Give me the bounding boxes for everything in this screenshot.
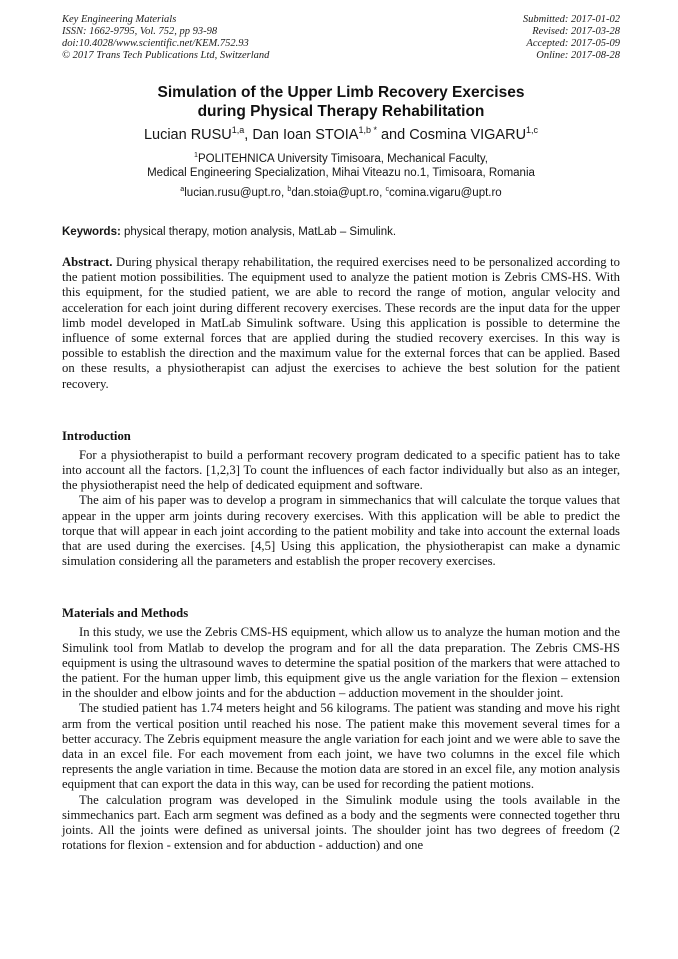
affiliation-line2: Medical Engineering Specialization, Mihai Viteazu no.1, Timisoara, Romania — [147, 166, 535, 179]
keywords-line — [62, 226, 620, 238]
abstract-label: Abstract. — [62, 255, 113, 269]
author-emails — [62, 187, 620, 199]
author-name: Cosmina VIGARU — [409, 127, 527, 143]
journal-header — [62, 14, 620, 62]
author-name: Dan Ioan STOIA — [252, 127, 359, 143]
journal-header-left — [62, 14, 269, 62]
keywords-text: physical therapy, motion analysis, MatLab – Simulink. — [120, 226, 397, 238]
author-separator: and — [376, 127, 410, 143]
authors-line — [62, 126, 620, 144]
online-date: Online: 2017-08-28 — [536, 50, 620, 61]
affiliation-text: POLITEHNICA University Timisoara, Mechanical Faculty, — [198, 153, 488, 165]
section-introduction — [62, 429, 620, 570]
issn-volume-line: ISSN: 1662-9795, Vol. 752, pp 93-98 — [62, 26, 218, 37]
email-superscript: a — [180, 185, 185, 194]
paper-title — [62, 83, 620, 121]
abstract — [62, 255, 620, 392]
doi-line: doi:10.4028/www.scientific.net/KEM.752.93 — [62, 38, 249, 49]
email-address: dan.stoia@upt.ro, — [291, 187, 386, 199]
paragraph: The aim of his paper was to develop a program in simmechanics that will calculate the torque values that appear in the upper arm joints during recovery exercises. With this application will be able to predict the torque that will appear in each joint according to the patient mobility and take into account the external loads that are used during the exercises. [4,5] Using this application, the physiotherapist can make a dynamic simulation considering all the parameters and establish the proper recovery exercises. — [62, 493, 620, 569]
author-name: Lucian RUSU — [143, 127, 232, 143]
affiliation-superscript: 1 — [194, 151, 199, 160]
email-superscript: b — [287, 185, 292, 194]
paragraph: The calculation program was developed in the Simulink module using the tools available in the simmechanics part. Each arm segment was defined as a body and the segments were connected together thru joints. All the joints were defined as universal joints. The shoulder joint has two degrees of freedom (2 rotations for flexion - extension and for abduction - adduction) and one — [62, 792, 620, 853]
submitted-date: Submitted: 2017-01-02 — [522, 14, 620, 25]
abstract-text: During physical therapy rehabilitation, the required exercises need to be personalized according to the patient motion possibilities. The equipment used to analyze the patient motion is Zebris CMS-HS. With this equipment, for the studied patient, we are able to record the range of motion, angular velocity and acceleration for each joint during different recovery exercises. These records are the input data for the upper limb model developed in MatLab Simulink software. Using this application is possible to determine the influence of some external forces that are applied during the studied recovery exercises. In this way is possible to establish the direction and the maximum value for the external forces that can be applied. Based on these results, a physiotherapist can adjust the exercises to achieve the best solution for the patient recovery. — [62, 255, 620, 391]
affiliation-line1 — [62, 153, 620, 167]
paragraph: The studied patient has 1.74 meters height and 56 kilograms. The patient was standing and move his right arm from the vertical position until reached his nose. The patient make this movement several times for a better accuracy. The Zebris equipment measure the angle variation for each joint and we were able to save the data in an excel file. For each movement from each joint, we have two columns in the excel file which represents the angle variation in time. Because the motion data are stored in an excel file, any motion analysis equipment that can export the data in this way, can be used for recording the patient motions. — [62, 701, 620, 792]
journal-name: Key Engineering Materials — [62, 14, 177, 25]
section-materials-and-methods — [62, 606, 620, 853]
paper-title-line1: Simulation of the Upper Limb Recovery Exercises — [157, 84, 525, 101]
paragraph: For a physiotherapist to build a performant recovery program dedicated to a specific patient has to take into account all the factors. [1,2,3] To count the influences of each factor individually but also as an integer, the physiotherapist need the help of dedicated equipment and software. — [62, 447, 620, 493]
section-heading-materials-and-methods: Materials and Methods — [62, 606, 189, 621]
email-superscript: c — [385, 185, 390, 194]
keywords-label: Keywords: — [62, 226, 121, 238]
email-address: comina.vigaru@upt.ro — [389, 187, 502, 199]
author-superscript: 1,a — [231, 125, 245, 136]
author-superscript: 1,b * — [358, 125, 377, 136]
section-heading-introduction: Introduction — [62, 428, 131, 443]
journal-header-right — [523, 14, 620, 62]
affiliation — [62, 153, 620, 180]
paragraph: In this study, we use the Zebris CMS-HS equipment, which allow us to analyze the human motion and the Simulink tool from Matlab to develop the program and for all the data preparation. The Zebris CMS-HS equipment is using the ultrasound waves to determine the spatial position of the markers that were attached to the patient. For the human upper limb, this equipment give us the angle variation for the flexion – extension in the shoulder and elbow joints and for the abduction – adduction movement in the shoulder joint. — [62, 625, 620, 701]
author-separator: , — [244, 127, 253, 143]
email-address: lucian.rusu@upt.ro, — [184, 187, 288, 199]
author-superscript: 1,c — [526, 125, 539, 136]
revised-date: Revised: 2017-03-28 — [532, 26, 620, 37]
accepted-date: Accepted: 2017-05-09 — [526, 38, 620, 49]
paper-title-line2: during Physical Therapy Rehabilitation — [197, 103, 485, 120]
copyright-line: © 2017 Trans Tech Publications Ltd, Switzerland — [62, 50, 270, 61]
